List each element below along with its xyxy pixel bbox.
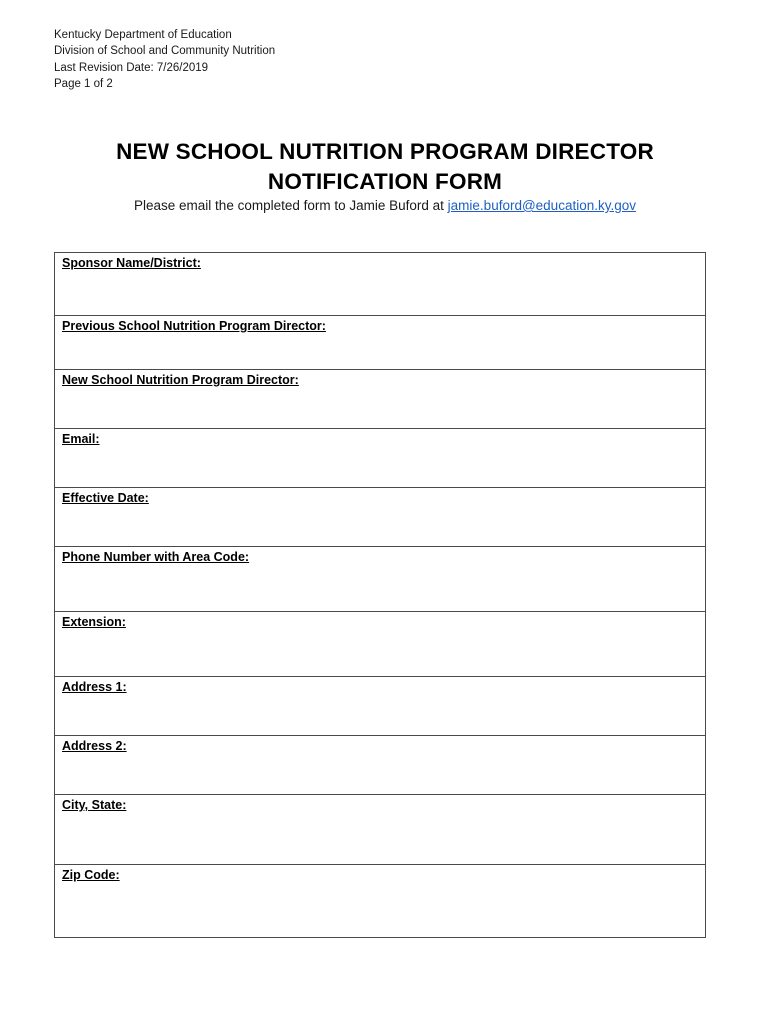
form-title-line-1: NEW SCHOOL NUTRITION PROGRAM DIRECTOR <box>116 139 654 164</box>
form-row-extension[interactable] <box>55 612 705 677</box>
document-header <box>54 27 275 92</box>
effective-date-label: Effective Date: <box>62 491 149 505</box>
form-row-sponsor-name[interactable] <box>55 253 705 316</box>
previous-director-label: Previous School Nutrition Program Director: <box>62 319 326 333</box>
form-title <box>0 137 770 197</box>
form-row-previous-director[interactable] <box>55 316 705 370</box>
sponsor-name-label: Sponsor Name/District: <box>62 256 201 270</box>
division-name: Division of School and Community Nutrition <box>54 45 276 58</box>
form-row-new-director[interactable] <box>55 370 705 429</box>
revision-date: Last Revision Date: 7/26/2019 <box>54 61 209 74</box>
page-number: Page 1 of 2 <box>54 77 113 90</box>
submission-instruction <box>0 196 770 216</box>
form-title-line-2: NOTIFICATION FORM <box>267 169 503 194</box>
city-state-label: City, State: <box>62 798 127 812</box>
form-row-effective-date[interactable] <box>55 488 705 547</box>
email-label: Email: <box>62 432 100 446</box>
notification-form-table <box>54 252 706 938</box>
new-director-label: New School Nutrition Program Director: <box>62 373 299 387</box>
form-row-zip-code[interactable] <box>55 865 705 937</box>
extension-label: Extension: <box>62 615 126 629</box>
instruction-text: Please email the completed form to Jamie Buford at <box>134 198 448 213</box>
form-row-email[interactable] <box>55 429 705 488</box>
address-1-label: Address 1: <box>62 680 127 694</box>
phone-number-label: Phone Number with Area Code: <box>62 550 250 564</box>
zip-code-label: Zip Code: <box>62 868 120 882</box>
form-row-phone-number[interactable] <box>55 547 705 612</box>
address-2-label: Address 2: <box>62 739 127 753</box>
form-row-city-state[interactable] <box>55 795 705 865</box>
department-name: Kentucky Department of Education <box>54 29 232 41</box>
form-row-address-2[interactable] <box>55 736 705 795</box>
contact-email-link[interactable]: jamie.buford@education.ky.gov <box>447 198 636 213</box>
form-row-address-1[interactable] <box>55 677 705 736</box>
